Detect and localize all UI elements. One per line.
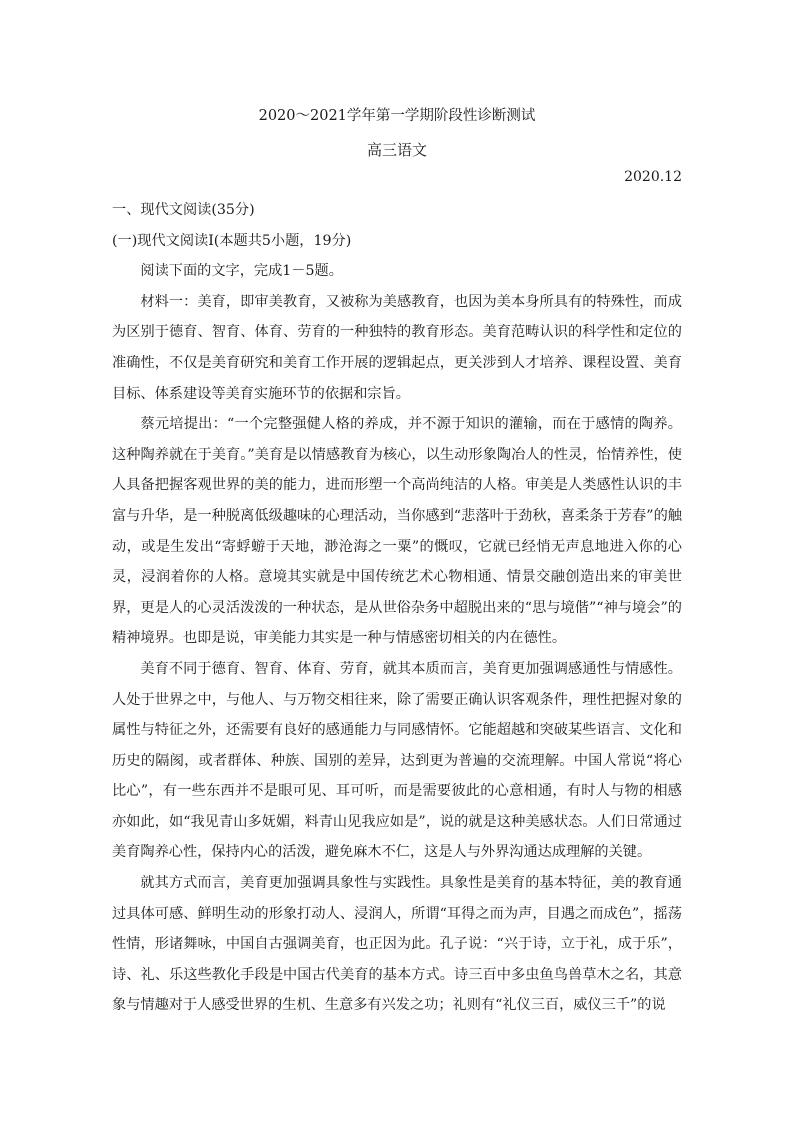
exam-date: 2020.12 xyxy=(624,169,682,185)
section-heading: 一、现代文阅读(35分) xyxy=(112,202,255,218)
paragraph-essence: 美育不同于德育、智育、体育、劳育，就其本质而言，美育更加强调感通性与情感性。人处于世界之中，与他人、与万物交相往来，除了需要正确认识客观条件，理性把握对象的属性与特征之外，还需要有良好的感通能力与同感情怀。它能超越和突破某些语言、文化和历史的隔阂，或者群体、种族、国别的差异，达到更为普遍的交流理解。中国人常说“将心比心”，有一些东西并不是眼可见、耳可听，而是需要彼此的心意相通，有时人与物的相感亦如此，如“我见青山多妩媚，料青山见我应如是”，说的就是这种美感状态。人们日常通过美育陶养心性，保持内心的活泼，避免麻木不仁，这是人与外界沟通达成理解的关键。 xyxy=(112,660,682,861)
paragraph-cai-yuanpei: 蔡元培提出：“一个完整强健人格的养成，并不源于知识的灌输，而在于感情的陶养。这种陶养就在于美育。”美育是以情感教育为核心，以生动形象陶冶人的性灵，怡情养性，使人具备把握客观世界的美的能力，进而形塑一个高尚纯洁的人格。审美是人类感性认识的丰富与升华，是一种脱离低级趣味的心理活动，当你感到“悲落叶于劲秋，喜柔条于芳春”的触动，或是生发出“寄蜉蝣于天地，渺沧海之一粟”的慨叹，它就已经悄无声息地进入你的心灵，浸润着你的人格。意境其实就是中国传统艺术心物相通、情景交融创造出来的审美世界，更是人的心灵活泼泼的一种状态，是从世俗杂务中超脱出来的“思与境偕”“神与境会”的精神境界。也即是说，审美能力其实是一种与情感密切相关的内在德性。 xyxy=(112,416,682,647)
reading-instruction: 阅读下面的文字，完成1－5题。 xyxy=(140,263,343,280)
document-body xyxy=(112,195,682,1021)
paragraph-method: 就其方式而言，美育更加强调具象性与实践性。具象性是美育的基本特征，美的教育通过具体可感、鲜明生动的形象打动人、浸润人，所谓“耳得之而为声，目遇之而成色”，摇荡性情，形诸舞咏，中国自古强调美育，也正因为此。孔子说：“兴于诗，立于礼，成于乐”，诗、礼、乐这些教化手段是中国古代美育的基本方式。诗三百中多虫鱼鸟兽草木之名，其意象与情趣对于人感受世界的生机、生意多有兴发之功；礼则有“礼仪三百，威仪三千”的说 xyxy=(112,875,682,1014)
exam-title: 2020～2021学年第一学期阶段性诊断测试 xyxy=(258,108,536,124)
exam-subject: 高三语文 xyxy=(366,141,427,159)
section-subheading: (一)现代文阅读Ⅰ(本题共5小题，19分) xyxy=(112,232,352,249)
paragraph-material-one: 材料一：美育，即审美教育，又被称为美感教育，也因为美本身所具有的特殊性，而成为区别于德育、智育、体育、劳育的一种独特的教育形态。美育范畴认识的科学性和定位的准确性，不仅是美育研究和美育工作开展的逻辑起点，更关涉到人才培养、课程设置、美育目标、体系建设等美育实施环节的依据和宗旨。 xyxy=(112,293,682,402)
